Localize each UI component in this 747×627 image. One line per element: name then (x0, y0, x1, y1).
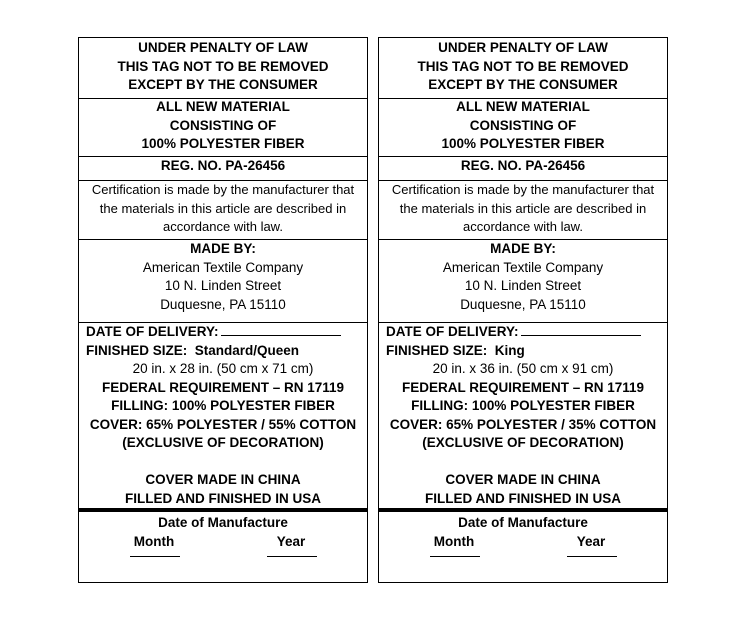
material-line-1: ALL NEW MATERIAL (156, 99, 290, 114)
material-line-3: 100% POLYESTER FIBER (441, 136, 605, 151)
certification-line-3: accordance with law. (463, 219, 583, 234)
warning-line-3: EXCEPT BY THE CONSUMER (128, 77, 318, 92)
federal-requirement: FEDERAL REQUIREMENT – RN 17119 (401, 379, 645, 395)
spacer (379, 453, 667, 472)
spacer (79, 453, 367, 472)
maker-name: American Textile Company (442, 259, 604, 275)
material-section (79, 98, 367, 154)
cover-content: COVER: 65% POLYESTER / 35% COTTON (389, 416, 657, 432)
reg-no: REG. NO. PA-26456 (460, 158, 586, 173)
material-line-2: CONSISTING OF (169, 117, 277, 133)
exclusive-of-decoration: (EXCLUSIVE OF DECORATION) (122, 435, 324, 450)
made-by-label: MADE BY: (490, 241, 556, 256)
delivery-blank (521, 324, 641, 336)
finished-size-label: FINISHED SIZE: (386, 342, 488, 358)
year-blank (567, 556, 617, 557)
date-of-manufacture-label: Date of Manufacture (458, 515, 588, 530)
month-blank (430, 556, 480, 557)
date-of-manufacture-section (379, 514, 667, 533)
made-by-section (79, 240, 367, 314)
material-section (379, 98, 667, 154)
finished-size-row (79, 342, 367, 361)
reg-no-section (79, 157, 367, 176)
maker-city: Duquesne, PA 15110 (160, 296, 286, 312)
finished-size-value: Standard/Queen (194, 342, 300, 358)
delivery-label: DATE OF DELIVERY: (86, 324, 219, 339)
certification-section (79, 181, 367, 237)
date-of-manufacture-section (79, 514, 367, 533)
cover-made-in: COVER MADE IN CHINA (145, 472, 301, 487)
finished-size-row (379, 342, 667, 361)
year-label: Year (276, 534, 306, 549)
delivery-row (379, 323, 667, 342)
maker-name: American Textile Company (142, 259, 304, 275)
certification-line-1: Certification is made by the manufacturer that (391, 182, 655, 197)
certification-line-2: the materials in this article are described in (399, 200, 647, 216)
material-line-2: CONSISTING OF (469, 117, 577, 133)
finished-size-label: FINISHED SIZE: (86, 342, 188, 358)
made-by-section (379, 240, 667, 314)
filled-finished-in: FILLED AND FINISHED IN USA (424, 490, 621, 506)
year-label: Year (576, 534, 606, 549)
details-section (79, 323, 367, 508)
reg-no: REG. NO. PA-26456 (160, 158, 286, 173)
warning-line-3: EXCEPT BY THE CONSUMER (428, 77, 618, 92)
date-of-manufacture-label: Date of Manufacture (158, 515, 288, 530)
made-by-label: MADE BY: (190, 241, 256, 256)
year-blank (267, 556, 317, 557)
warning-line-1: UNDER PENALTY OF LAW (438, 40, 608, 55)
exclusive-of-decoration: (EXCLUSIVE OF DECORATION) (422, 435, 624, 450)
delivery-blank (221, 324, 341, 336)
delivery-row (79, 323, 367, 342)
warning-section (79, 39, 367, 95)
finished-size-value: King (494, 342, 525, 358)
certification-line-2: the materials in this article are described in (99, 200, 347, 216)
maker-city: Duquesne, PA 15110 (460, 296, 586, 312)
warning-line-2: THIS TAG NOT TO BE REMOVED (417, 58, 629, 74)
warning-line-2: THIS TAG NOT TO BE REMOVED (117, 58, 329, 74)
filling: FILLING: 100% POLYESTER FIBER (411, 398, 635, 413)
month-label: Month (133, 534, 175, 549)
thick-divider (379, 508, 667, 512)
certification-line-3: accordance with law. (163, 219, 283, 234)
month-blank (130, 556, 180, 557)
dimensions: 20 in. x 28 in. (50 cm x 71 cm) (132, 361, 314, 376)
certification-section (379, 181, 667, 237)
reg-no-section (379, 157, 667, 176)
law-tag-standard-queen (78, 37, 368, 583)
delivery-label: DATE OF DELIVERY: (386, 324, 519, 339)
material-line-1: ALL NEW MATERIAL (456, 99, 590, 114)
cover-made-in: COVER MADE IN CHINA (445, 472, 601, 487)
details-section (379, 323, 667, 508)
filled-finished-in: FILLED AND FINISHED IN USA (124, 490, 321, 506)
thick-divider (79, 508, 367, 512)
month-label: Month (433, 534, 475, 549)
federal-requirement: FEDERAL REQUIREMENT – RN 17119 (101, 379, 345, 395)
material-line-3: 100% POLYESTER FIBER (141, 136, 305, 151)
warning-section (379, 39, 667, 95)
warning-line-1: UNDER PENALTY OF LAW (138, 40, 308, 55)
maker-street: 10 N. Linden Street (164, 278, 282, 293)
certification-line-1: Certification is made by the manufacturer that (91, 182, 355, 197)
law-tag-king (378, 37, 668, 583)
cover-content: COVER: 65% POLYESTER / 55% COTTON (89, 416, 357, 432)
dimensions: 20 in. x 36 in. (50 cm x 91 cm) (432, 361, 614, 376)
maker-street: 10 N. Linden Street (464, 278, 582, 293)
filling: FILLING: 100% POLYESTER FIBER (111, 398, 335, 413)
